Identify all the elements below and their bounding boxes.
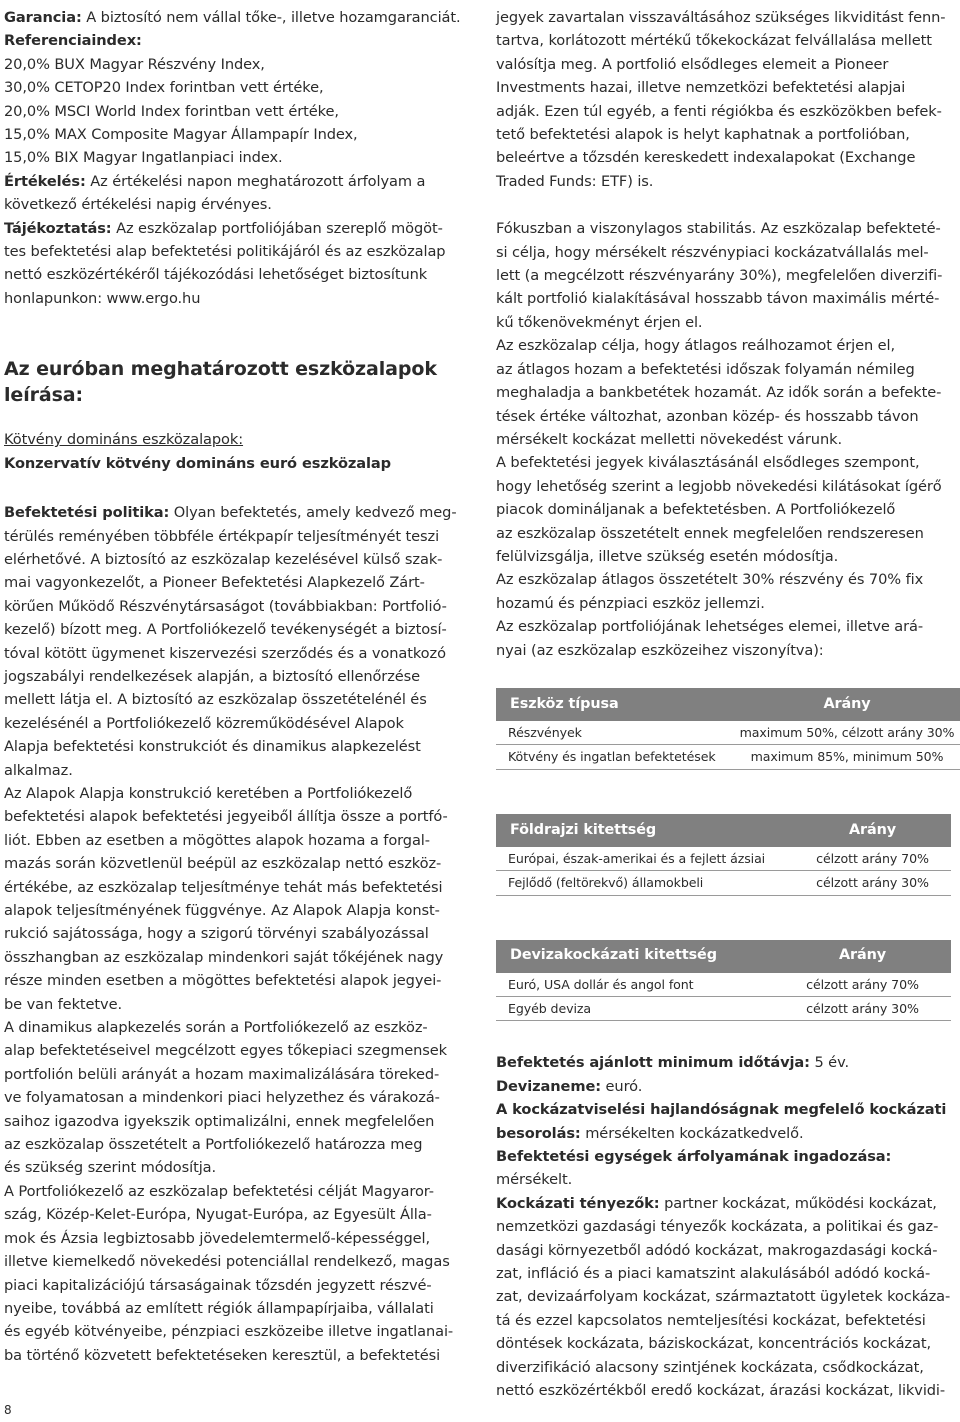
- table-row: [496, 721, 960, 745]
- min-time-value: 5 év.: [809, 1054, 850, 1072]
- intro-line: Traded Funds: ETF) is.: [496, 172, 654, 190]
- table-cell: maximum 50%, célzott arány 30%: [728, 721, 960, 745]
- policy-line: összhangban az eszközalap mindenkori saját tőkéjének nagy: [4, 948, 444, 966]
- policy-line: mazás során közvetlenül beépül az eszközalap nettó eszköz-: [4, 855, 442, 873]
- intro-line: valósítja meg. A portfolió elsődleges elemeit a Pioneer: [496, 55, 889, 73]
- table-cell: Fejlődő (feltörekvő) államokbeli: [496, 871, 794, 895]
- risk-label-line: A kockázatviselési hajlandóságnak megfelelő kockázati: [496, 1101, 947, 1119]
- risk-factors-line: tá és ezzel kapcsolatos nemteljesítési kockázat, befektetési: [496, 1311, 926, 1329]
- risk-factors-line: döntések kockázata, báziskockázat, koncentrációs kockázat,: [496, 1335, 931, 1353]
- focus-line: Az eszközalap átlagos összetételt 30% részvény és 70% fix: [496, 571, 924, 589]
- risk-factors-line: zat, infláció és a piaci kamatszint alakulásából adódó kocká-: [496, 1265, 931, 1283]
- table-header: Devizakockázati kitettség: [496, 940, 774, 973]
- subsection-title: Kötvény domináns eszközalapok:: [4, 431, 244, 449]
- info-line: nettó eszközértékéről tájékozódási lehetőséget biztosítunk: [4, 266, 428, 284]
- focus-line: lett (a megcélzott részvényarány 30%), megfelelően diverzifi-: [496, 267, 943, 285]
- policy-line: szág, Közép-Kelet-Európa, Nyugat-Európa, az Egyesült Álla-: [4, 1206, 432, 1224]
- policy-line: Az Alapok Alapja konstrukció keretében a Portfoliókezelő: [4, 784, 413, 802]
- risk-factors-paragraph: [496, 1215, 956, 1402]
- focus-paragraph: [496, 217, 956, 662]
- policy-line: tóval kötött ügymenet kiszervezési szerződés és a vonatkozó: [4, 644, 446, 662]
- table-cell: Euró, USA dollár és angol font: [496, 973, 774, 997]
- focus-line: felülvizsgálja, illetve szükség esetén módosítja.: [496, 547, 839, 565]
- policy-line: Alapja befektetési konstrukciót és dinamikus alapkezelést: [4, 738, 421, 756]
- policy-text: Olyan befektetés, amely kedvező meg-: [169, 504, 457, 522]
- currency-label: Devizaneme:: [496, 1077, 601, 1095]
- policy-line: be van fektetve.: [4, 995, 122, 1013]
- policy-line: liót. Ebben az esetben a mögöttes alapok hozama a forgal-: [4, 831, 430, 849]
- risk-line: [496, 1122, 956, 1145]
- valuation-line: következő értékelési napig érvényes.: [4, 196, 272, 214]
- ref-item: 20,0% MSCI World Index forintban vett értéke,: [4, 102, 339, 120]
- table-cell: célzott arány 70%: [774, 973, 951, 997]
- policy-line: mellett látja el. A biztosító az eszközalap összetételénél és: [4, 691, 427, 709]
- fluctuation-value: mérsékelt.: [496, 1171, 573, 1189]
- table-cell: Részvények: [496, 721, 728, 745]
- min-time-line: [496, 1051, 956, 1074]
- focus-line: meghaladja a bankbetétek hozamát. Az idők során a befekte-: [496, 384, 942, 402]
- table-cell: célzott arány 70%: [794, 847, 951, 871]
- valuation-label: Értékelés:: [4, 172, 86, 190]
- policy-label: Befektetési politika:: [4, 504, 170, 522]
- guarantee-text: A biztosító nem vállal tőke-, illetve hozamgaranciát.: [86, 9, 461, 26]
- policy-line: nyeibe, továbbá az említett régiók állampapírjaiba, vállalati: [4, 1299, 434, 1317]
- intro-line: tető befektetési alapok is helyt kaphatnak a portfolióban,: [496, 126, 910, 144]
- policy-line: rukció sajátossága, hogy a szigorú törvényi szabályozással: [4, 925, 429, 943]
- policy-line: alkalmaz.: [4, 761, 73, 779]
- intro-line: beleértve a tőzsdén kereskedett indexalapokat (Exchange: [496, 149, 916, 167]
- ref-item: 15,0% MAX Composite Magyar Állampapír Index,: [4, 126, 358, 144]
- ref-item: 20,0% BUX Magyar Részvény Index,: [4, 55, 265, 73]
- ref-item: 15,0% BIX Magyar Ingatlanpiaci index.: [4, 149, 283, 167]
- table-cell: Európai, észak-amerikai és a fejlett ázsiai: [496, 847, 794, 871]
- guarantee-line: [4, 6, 470, 29]
- focus-line: hozamú és pénzpiaci eszköz jellemzi.: [496, 594, 765, 612]
- policy-line: illetve kiemelkedő növekedési potenciállal rendelkező, magas: [4, 1253, 450, 1271]
- policy-line: körűen Működő Részvénytársaságot (továbbiakban: Portfolió-: [4, 597, 447, 615]
- risk-factors-line: diverzifikáció alacsony szintjének kockázata, csődkockázat,: [496, 1358, 924, 1376]
- currency-line: [496, 1075, 956, 1098]
- policy-line: és szükség szerint módosítja.: [4, 1159, 217, 1177]
- info-line: tes befektetési alap befektetési politikájáról és az eszközalap: [4, 243, 446, 261]
- currency-value: euró.: [601, 1077, 643, 1095]
- table-cell: Kötvény és ingatlan befektetések: [496, 745, 728, 769]
- policy-line: ba történő közvetett befektetéseken keresztül, a befektetési: [4, 1346, 441, 1364]
- policy-line: alap befektetéseivel megcélzott egyes tőkepiaci szegmensek: [4, 1042, 448, 1060]
- focus-line: Az eszközalap portfoliójának lehetséges elemei, illetve ará-: [496, 618, 924, 636]
- table-row: [496, 997, 951, 1021]
- focus-line: Az eszközalap célja, hogy átlagos reálhozamot érjen el,: [496, 337, 896, 355]
- table-header: Eszköz típusa: [496, 688, 728, 721]
- table-row: [496, 745, 960, 769]
- fund-title: Konzervatív kötvény domináns euró eszközalap: [4, 454, 392, 472]
- policy-line: értékébe, az eszközalap teljesítménye tehát más befektetési: [4, 878, 443, 896]
- policy-line: elérhetővé. A biztosító az eszközalap kezelésével külső szak-: [4, 550, 443, 568]
- focus-line: Fókuszban a viszonylagos stabilitás. Az eszközalap befekteté-: [496, 220, 941, 238]
- focus-line: tések értéke változhat, azonban közép- és hosszabb távon: [496, 407, 919, 425]
- policy-line: kezelő) bízott meg. A Portfoliókezelő tevékenységét a biztosí-: [4, 621, 447, 639]
- ref-item: 30,0% CETOP20 Index forintban vett értéke,: [4, 79, 324, 97]
- policy-line: ve folyamatosan a mindenkori piaci helyzethez és várakozá-: [4, 1089, 440, 1107]
- policy-line: és egyéb kötvényeibe, pénzpiaci eszközeibe illetve ingatlanai-: [4, 1323, 454, 1341]
- table-header: Arány: [794, 814, 951, 847]
- intro-line: jegyek zavartalan visszaváltásához szükséges likviditást fenn-: [496, 9, 946, 26]
- risk-factors-line: nemzetközi gazdasági tényezők kockázata, a politikai és gaz-: [496, 1218, 939, 1236]
- table-row: [496, 871, 951, 895]
- policy-line: mok és Ázsia legbiztosabb jövedelemtermelő-képességgel,: [4, 1229, 430, 1247]
- intro-line: tartva, korlátozott mértékű tőkekockázat felvállalása mellett: [496, 32, 932, 50]
- table-row: [496, 847, 951, 871]
- valuation-line: [4, 170, 470, 193]
- risk-factors-line: zat, devizaárfolyam kockázat, származtatott ügyletek kockáza-: [496, 1288, 951, 1306]
- min-time-label: Befektetés ajánlott minimum időtávja:: [496, 1054, 810, 1072]
- policy-line: [4, 501, 470, 524]
- focus-line: piacok domináljanak a befektetésben. A Portfoliókezelő: [496, 501, 896, 519]
- risk-factors-line: nettó eszközértékből eredő kockázat, árazási kockázat, likvidi-: [496, 1382, 946, 1400]
- policy-line: A dinamikus alapkezelés során a Portfoliókezelő az eszköz-: [4, 1019, 428, 1037]
- asset-type-table: [496, 688, 960, 770]
- table-cell: célzott arány 30%: [774, 997, 951, 1021]
- focus-line: nyai (az eszközalap eszközeihez viszonyítva):: [496, 641, 824, 659]
- section-heading: Az euróban meghatározott eszközalapok leírása:: [4, 358, 437, 407]
- intro-line: adják. Ezen túl egyéb, a fenti régiókba és eszközökben befek-: [496, 102, 942, 120]
- table-cell: maximum 85%, minimum 50%: [728, 745, 960, 769]
- policy-line: az eszközalap összetételt a Portfoliókezelő határozza meg: [4, 1136, 423, 1154]
- focus-line: az átlagos hozam a befektetési időszak folyamán némileg: [496, 360, 915, 378]
- geographic-exposure-table: [496, 814, 951, 896]
- fluctuation-line: [496, 1145, 956, 1192]
- focus-line: kált portfolió kialakításával hosszabb távon maximális mérté-: [496, 290, 940, 308]
- policy-line: befektetési alapok befektetési jegyeiből állítja össze a portfó-: [4, 808, 448, 826]
- policy-line: alapok teljesítményének függvénye. Az Alapok Alapja konst-: [4, 902, 440, 919]
- risk-factors-text: partner kockázat, működési kockázat,: [659, 1194, 937, 1212]
- valuation-text: Az értékelési napon meghatározott árfolyam a: [85, 172, 426, 190]
- table-header: Arány: [774, 940, 951, 973]
- risk-label: besorolás:: [496, 1124, 581, 1142]
- risk-factors-label: Kockázati tényezők:: [496, 1194, 660, 1212]
- risk-factors-line: [496, 1192, 956, 1215]
- focus-line: mérsékelt kockázat melletti növekedést várunk.: [496, 430, 842, 448]
- right-column: [496, 6, 956, 1403]
- focus-line: hogy lehetőség szerint a legjobb növekedési kilátásokat ígérő: [496, 477, 942, 495]
- fluctuation-label: Befektetési egységek árfolyamának ingadozása:: [496, 1148, 892, 1166]
- policy-line: jogszabályi rendelkezések alapján, a biztosító ellenőrzése: [4, 667, 421, 685]
- info-line: [4, 217, 470, 240]
- table-cell: célzott arány 30%: [794, 871, 951, 895]
- policy-paragraph: [4, 525, 470, 1368]
- table-header: Arány: [728, 688, 960, 721]
- currency-exposure-table: [496, 940, 951, 1022]
- policy-line: saihoz igazodva igyekszik optimalizálni, ennek megfelelően: [4, 1112, 435, 1130]
- policy-line: piaci kapitalizációjú társaságainak tőzsdén jegyzett részvé-: [4, 1276, 432, 1294]
- policy-line: mai vagyonkezelőt, a Pioneer Befektetési Alapkezelő Zárt-: [4, 574, 425, 592]
- reference-index-label: Referenciaindex:: [4, 32, 142, 50]
- focus-line: A befektetési jegyek kiválasztásánál elsődleges szempont,: [496, 454, 920, 472]
- intro-paragraph: [496, 6, 956, 193]
- guarantee-label: Garancia:: [4, 9, 82, 26]
- risk-factors-line: dasági környezetből adódó kockázat, makrogazdasági kocká-: [496, 1241, 938, 1259]
- policy-line: A Portfoliókezelő az eszközalap befektetési célját Magyaror-: [4, 1182, 434, 1200]
- table-cell: Egyéb deviza: [496, 997, 774, 1021]
- policy-line: portfolión belüli arányát a hozam maximalizálására töreked-: [4, 1065, 440, 1083]
- left-column: [4, 6, 470, 1367]
- risk-value: mérsékelten kockázatkedvelő.: [580, 1124, 804, 1142]
- focus-line: az eszközalap összetételt ennek megfelelően rendszeresen: [496, 524, 924, 542]
- focus-line: si célja, hogy mérsékelt részvénypiaci kockázatvállalás mel-: [496, 243, 929, 261]
- info-line: honlapunkon: www.ergo.hu: [4, 289, 201, 307]
- info-text: Az eszközalap portfoliójában szereplő mögöt-: [111, 219, 443, 237]
- policy-line: térülés reményében többféle értékpapír teljesítményét teszi: [4, 527, 440, 545]
- info-label: Tájékoztatás:: [4, 219, 112, 237]
- page-number: 8: [4, 1403, 12, 1417]
- policy-line: kezelésénél a Portfoliókezelő közreműködésével Alapok: [4, 714, 404, 732]
- policy-line: része minden esetben a mögöttes befektetési alapok jegyei-: [4, 972, 442, 990]
- intro-line: Investments hazai, illetve nemzetközi befektetési alapjai: [496, 79, 906, 97]
- table-row: [496, 973, 951, 997]
- focus-line: kű tőkenövekményt érjen el.: [496, 313, 703, 331]
- table-header: Földrajzi kitettség: [496, 814, 794, 847]
